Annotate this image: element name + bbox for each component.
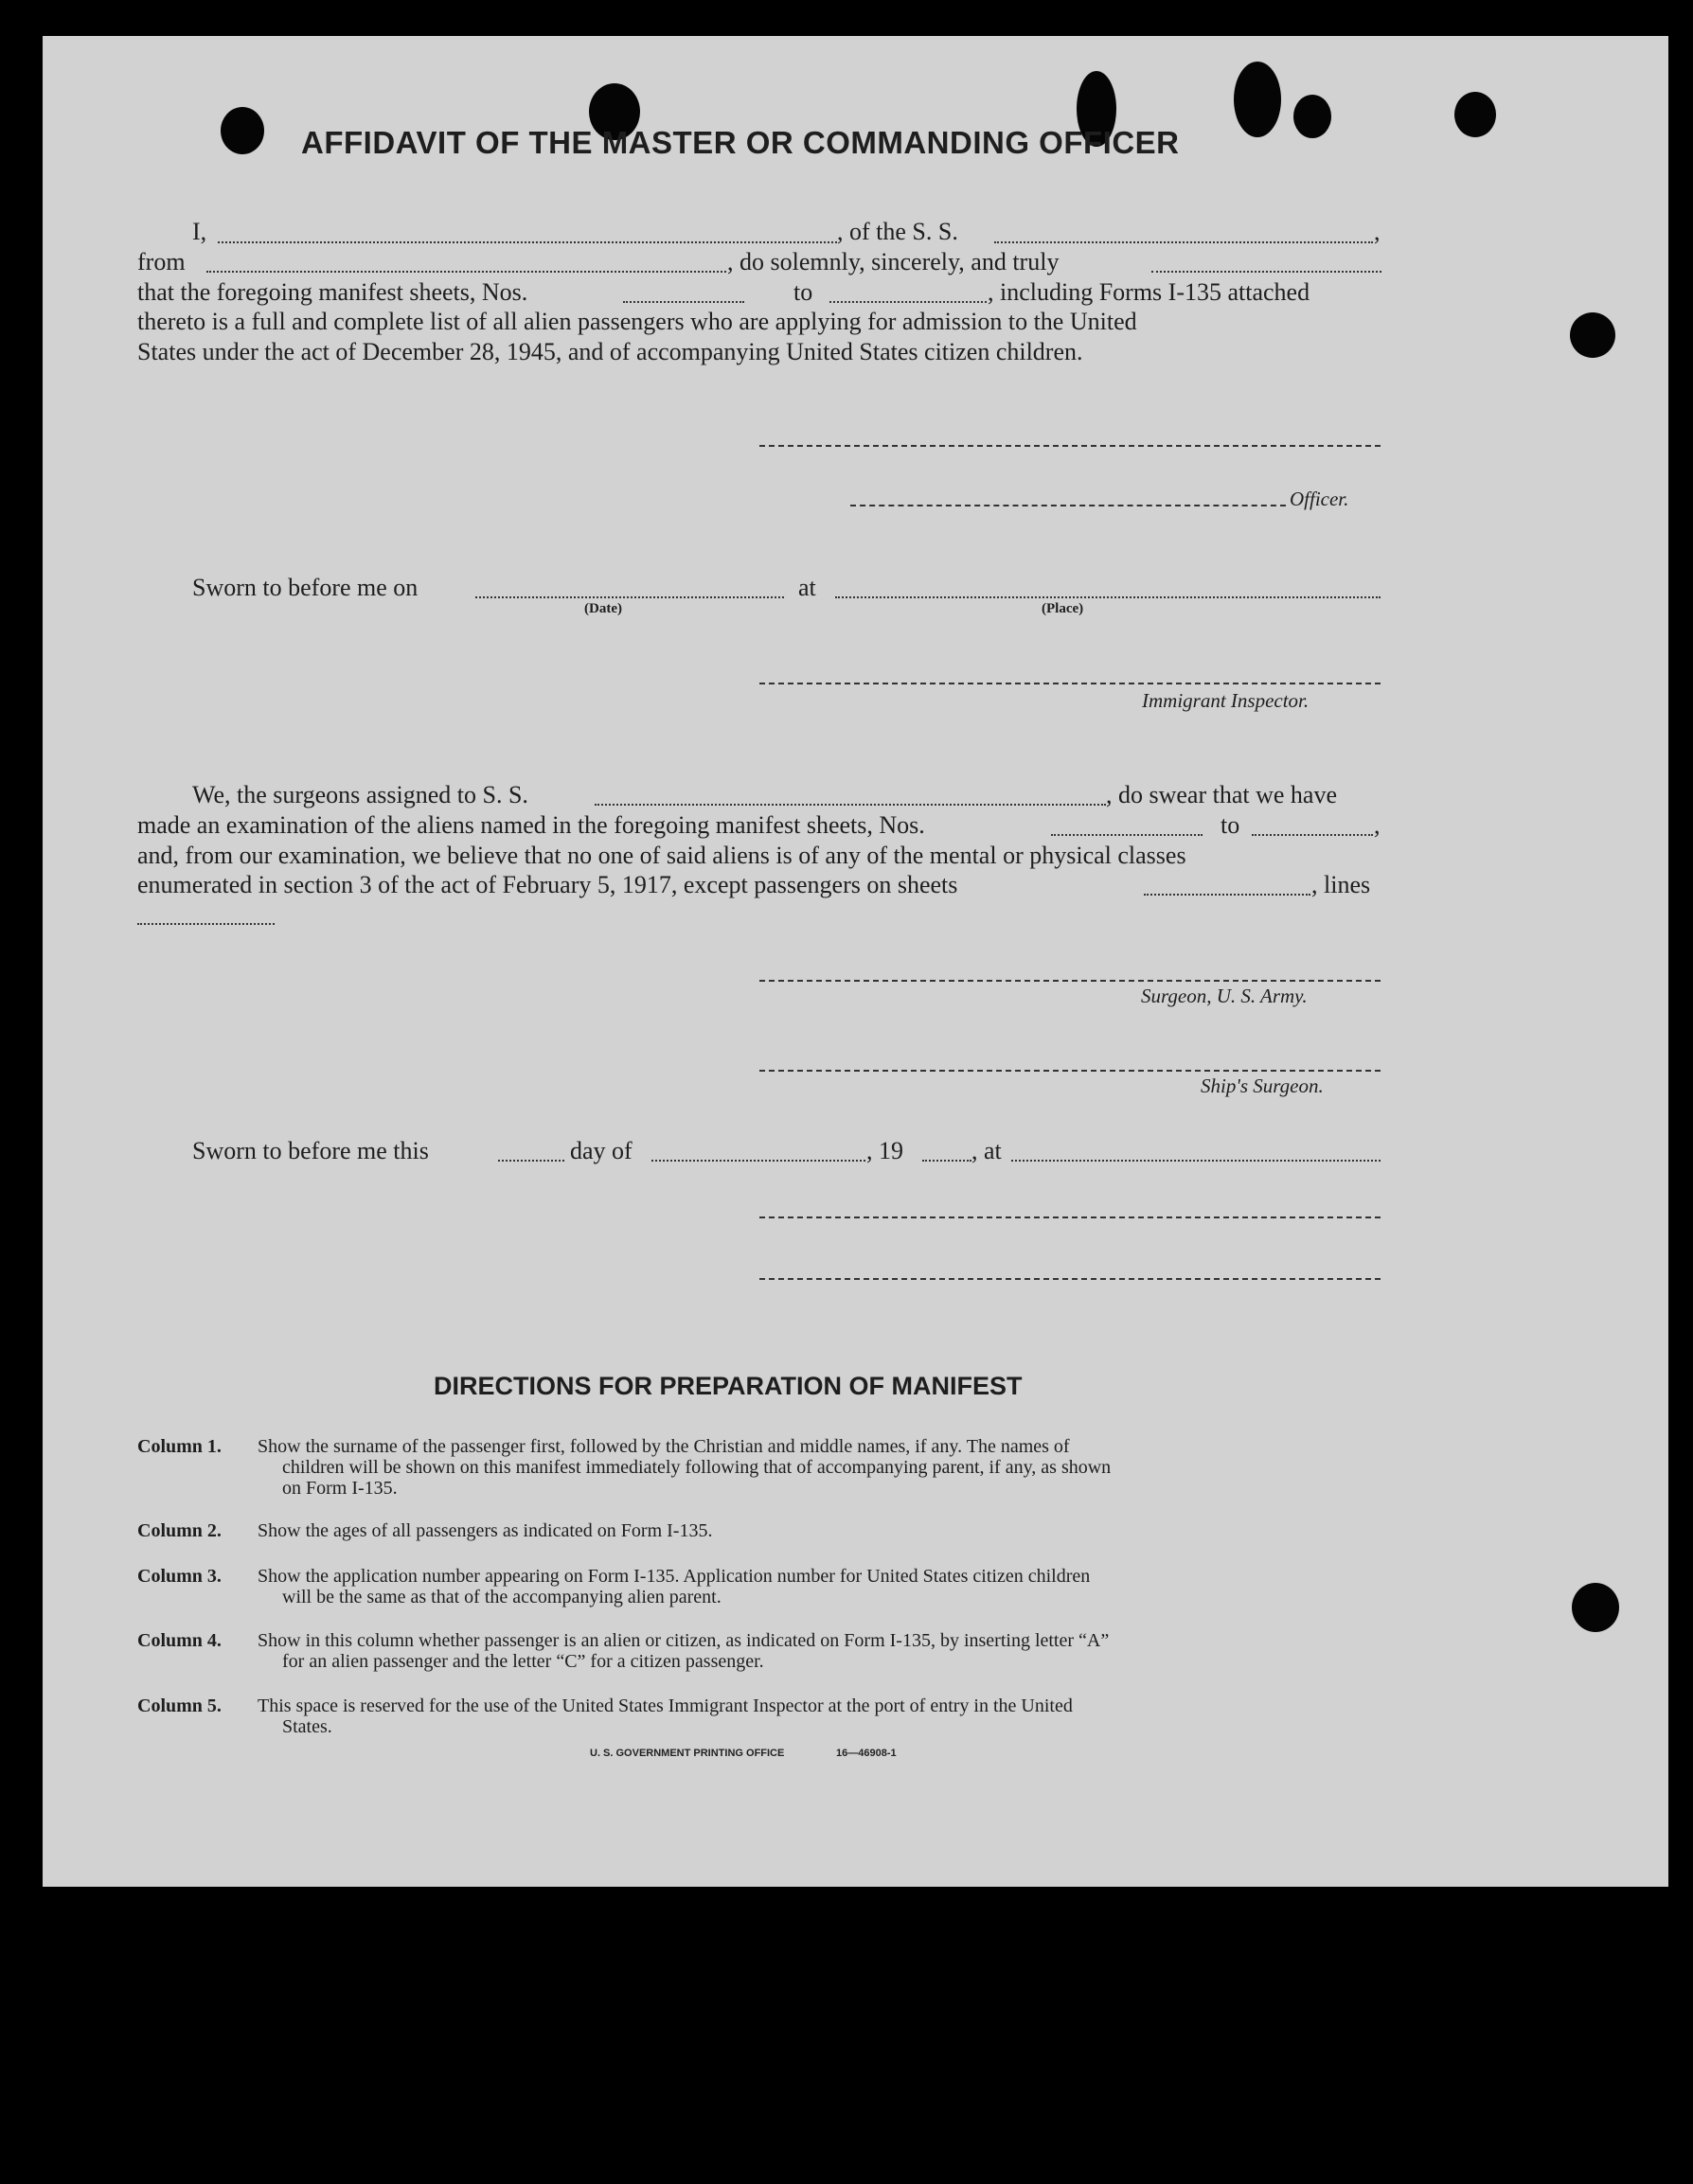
form-code: 16—46908-1 — [836, 1748, 897, 1759]
punch-hole — [221, 107, 264, 154]
surgeons-line2-end: , — [1374, 811, 1381, 839]
directions-title: DIRECTIONS FOR PREPARATION OF MANIFEST — [434, 1372, 1023, 1400]
affidavit-line3-start: that the foregoing manifest sheets, Nos. — [137, 278, 528, 306]
punch-hole — [1234, 62, 1281, 137]
affidavit-line5: States under the act of December 28, 1945, and of accompanying United States citizen children. — [137, 338, 1083, 365]
sworn-place-blank[interactable] — [835, 596, 1381, 598]
sworn2-dayof: day of — [570, 1137, 633, 1164]
sworn2-day-blank[interactable] — [498, 1160, 564, 1162]
sworn1-at: at — [798, 574, 816, 601]
punch-hole — [1454, 92, 1496, 137]
army-surgeon-label: Surgeon, U. S. Army. — [1141, 985, 1308, 1007]
affidavit-line1-start: I, — [192, 218, 207, 245]
surgeons-line1-end: , do swear that we have — [1106, 781, 1338, 808]
affidavit-line3-to: to — [793, 278, 813, 306]
except-lines-blank[interactable] — [137, 923, 275, 925]
column2-label: Column 2. — [137, 1520, 222, 1541]
affidavit-line2-text: , do solemnly, sincerely, and truly — [727, 248, 1060, 275]
sworn-date-blank[interactable] — [475, 596, 784, 598]
punch-hole — [1572, 1583, 1619, 1632]
affidavit-line2-from: from — [137, 248, 186, 275]
except-sheets-blank[interactable] — [1144, 894, 1310, 896]
surgeons-line1-start: We, the surgeons assigned to S. S. — [192, 781, 528, 808]
affidavit-title: AFFIDAVIT OF THE MASTER OR COMMANDING OFFICER — [301, 125, 1180, 160]
ship-surgeon-signature-line[interactable] — [759, 1070, 1381, 1072]
sworn2-signature-line[interactable] — [759, 1216, 1381, 1218]
name-blank[interactable] — [218, 241, 837, 243]
surgeon-ship-blank[interactable] — [595, 804, 1106, 806]
sworn2-year: , 19 — [866, 1137, 903, 1164]
surgeon-sheet-from-blank[interactable] — [1051, 834, 1203, 836]
surgeons-line4-end: , lines — [1311, 871, 1371, 898]
punch-hole — [1293, 95, 1331, 138]
affidavit-line4: thereto is a full and complete list of all alien passengers who are applying for admission to the United — [137, 308, 1137, 335]
sheet-from-blank[interactable] — [623, 301, 744, 303]
surgeons-line2-start: made an examination of the aliens named in the foregoing manifest sheets, Nos. — [137, 811, 925, 839]
sworn2-at: , at — [971, 1137, 1002, 1164]
column3-label: Column 3. — [137, 1566, 222, 1587]
army-surgeon-signature-line[interactable] — [759, 980, 1381, 982]
master-signature-line[interactable] — [759, 445, 1381, 447]
from-port-blank[interactable] — [206, 271, 726, 273]
sworn1-text: Sworn to before me on — [192, 574, 419, 601]
printer-imprint: U. S. GOVERNMENT PRINTING OFFICE — [590, 1748, 785, 1759]
ship-name-blank[interactable] — [994, 241, 1373, 243]
surgeon-sheet-to-blank[interactable] — [1252, 834, 1373, 836]
sworn2-place-blank[interactable] — [1011, 1160, 1381, 1162]
column3-text: Show the application number appearing on Form I-135. Application number for United States citizen children will be the same as that of the accompanying alien parent. — [258, 1566, 1091, 1607]
column1-text: Show the surname of the passenger first, followed by the Christian and middle names, if any. The names of children will be shown on this manifest immediately following that of accompanying parent, if any, as shown on Form I-135. — [258, 1436, 1112, 1499]
sheet-to-blank[interactable] — [829, 301, 987, 303]
affidavit-line1-end: , — [1374, 218, 1381, 245]
sworn2-year-blank[interactable] — [922, 1160, 971, 1162]
column2-text: Show the ages of all passengers as indicated on Form I-135. — [258, 1520, 713, 1541]
sworn2-title-line[interactable] — [759, 1278, 1381, 1280]
inspector-signature-line[interactable] — [759, 683, 1381, 684]
surgeons-line2-to: to — [1221, 811, 1240, 839]
officer-signature-line[interactable] — [850, 505, 1286, 506]
oath-blank[interactable] — [1151, 271, 1381, 273]
date-caption: (Date) — [584, 601, 622, 616]
ship-surgeon-label: Ship's Surgeon. — [1201, 1074, 1324, 1097]
surgeons-line4-start: enumerated in section 3 of the act of February 5, 1917, except passengers on sheets — [137, 871, 958, 898]
column5-text: This space is reserved for the use of the United States Immigrant Inspector at the port of entry in the United States. — [258, 1696, 1073, 1737]
punch-hole — [1570, 312, 1615, 358]
sworn2-text: Sworn to before me this — [192, 1137, 429, 1164]
surgeons-line3: and, from our examination, we believe that no one of said aliens is of any of the mental or physical classes — [137, 842, 1186, 869]
officer-label: Officer. — [1290, 488, 1349, 510]
column5-label: Column 5. — [137, 1696, 222, 1716]
sworn2-month-blank[interactable] — [651, 1160, 865, 1162]
place-caption: (Place) — [1042, 601, 1084, 616]
column1-label: Column 1. — [137, 1436, 222, 1457]
affidavit-line1-ss: , of the S. S. — [837, 218, 958, 245]
inspector-label: Immigrant Inspector. — [1142, 689, 1310, 712]
column4-text: Show in this column whether passenger is an alien or citizen, as indicated on Form I-135, by inserting letter “A” for an alien passenger and the letter “C” for a citizen passenger. — [258, 1630, 1110, 1672]
column4-label: Column 4. — [137, 1630, 222, 1651]
affidavit-line3-end: , including Forms I-135 attached — [988, 278, 1310, 306]
